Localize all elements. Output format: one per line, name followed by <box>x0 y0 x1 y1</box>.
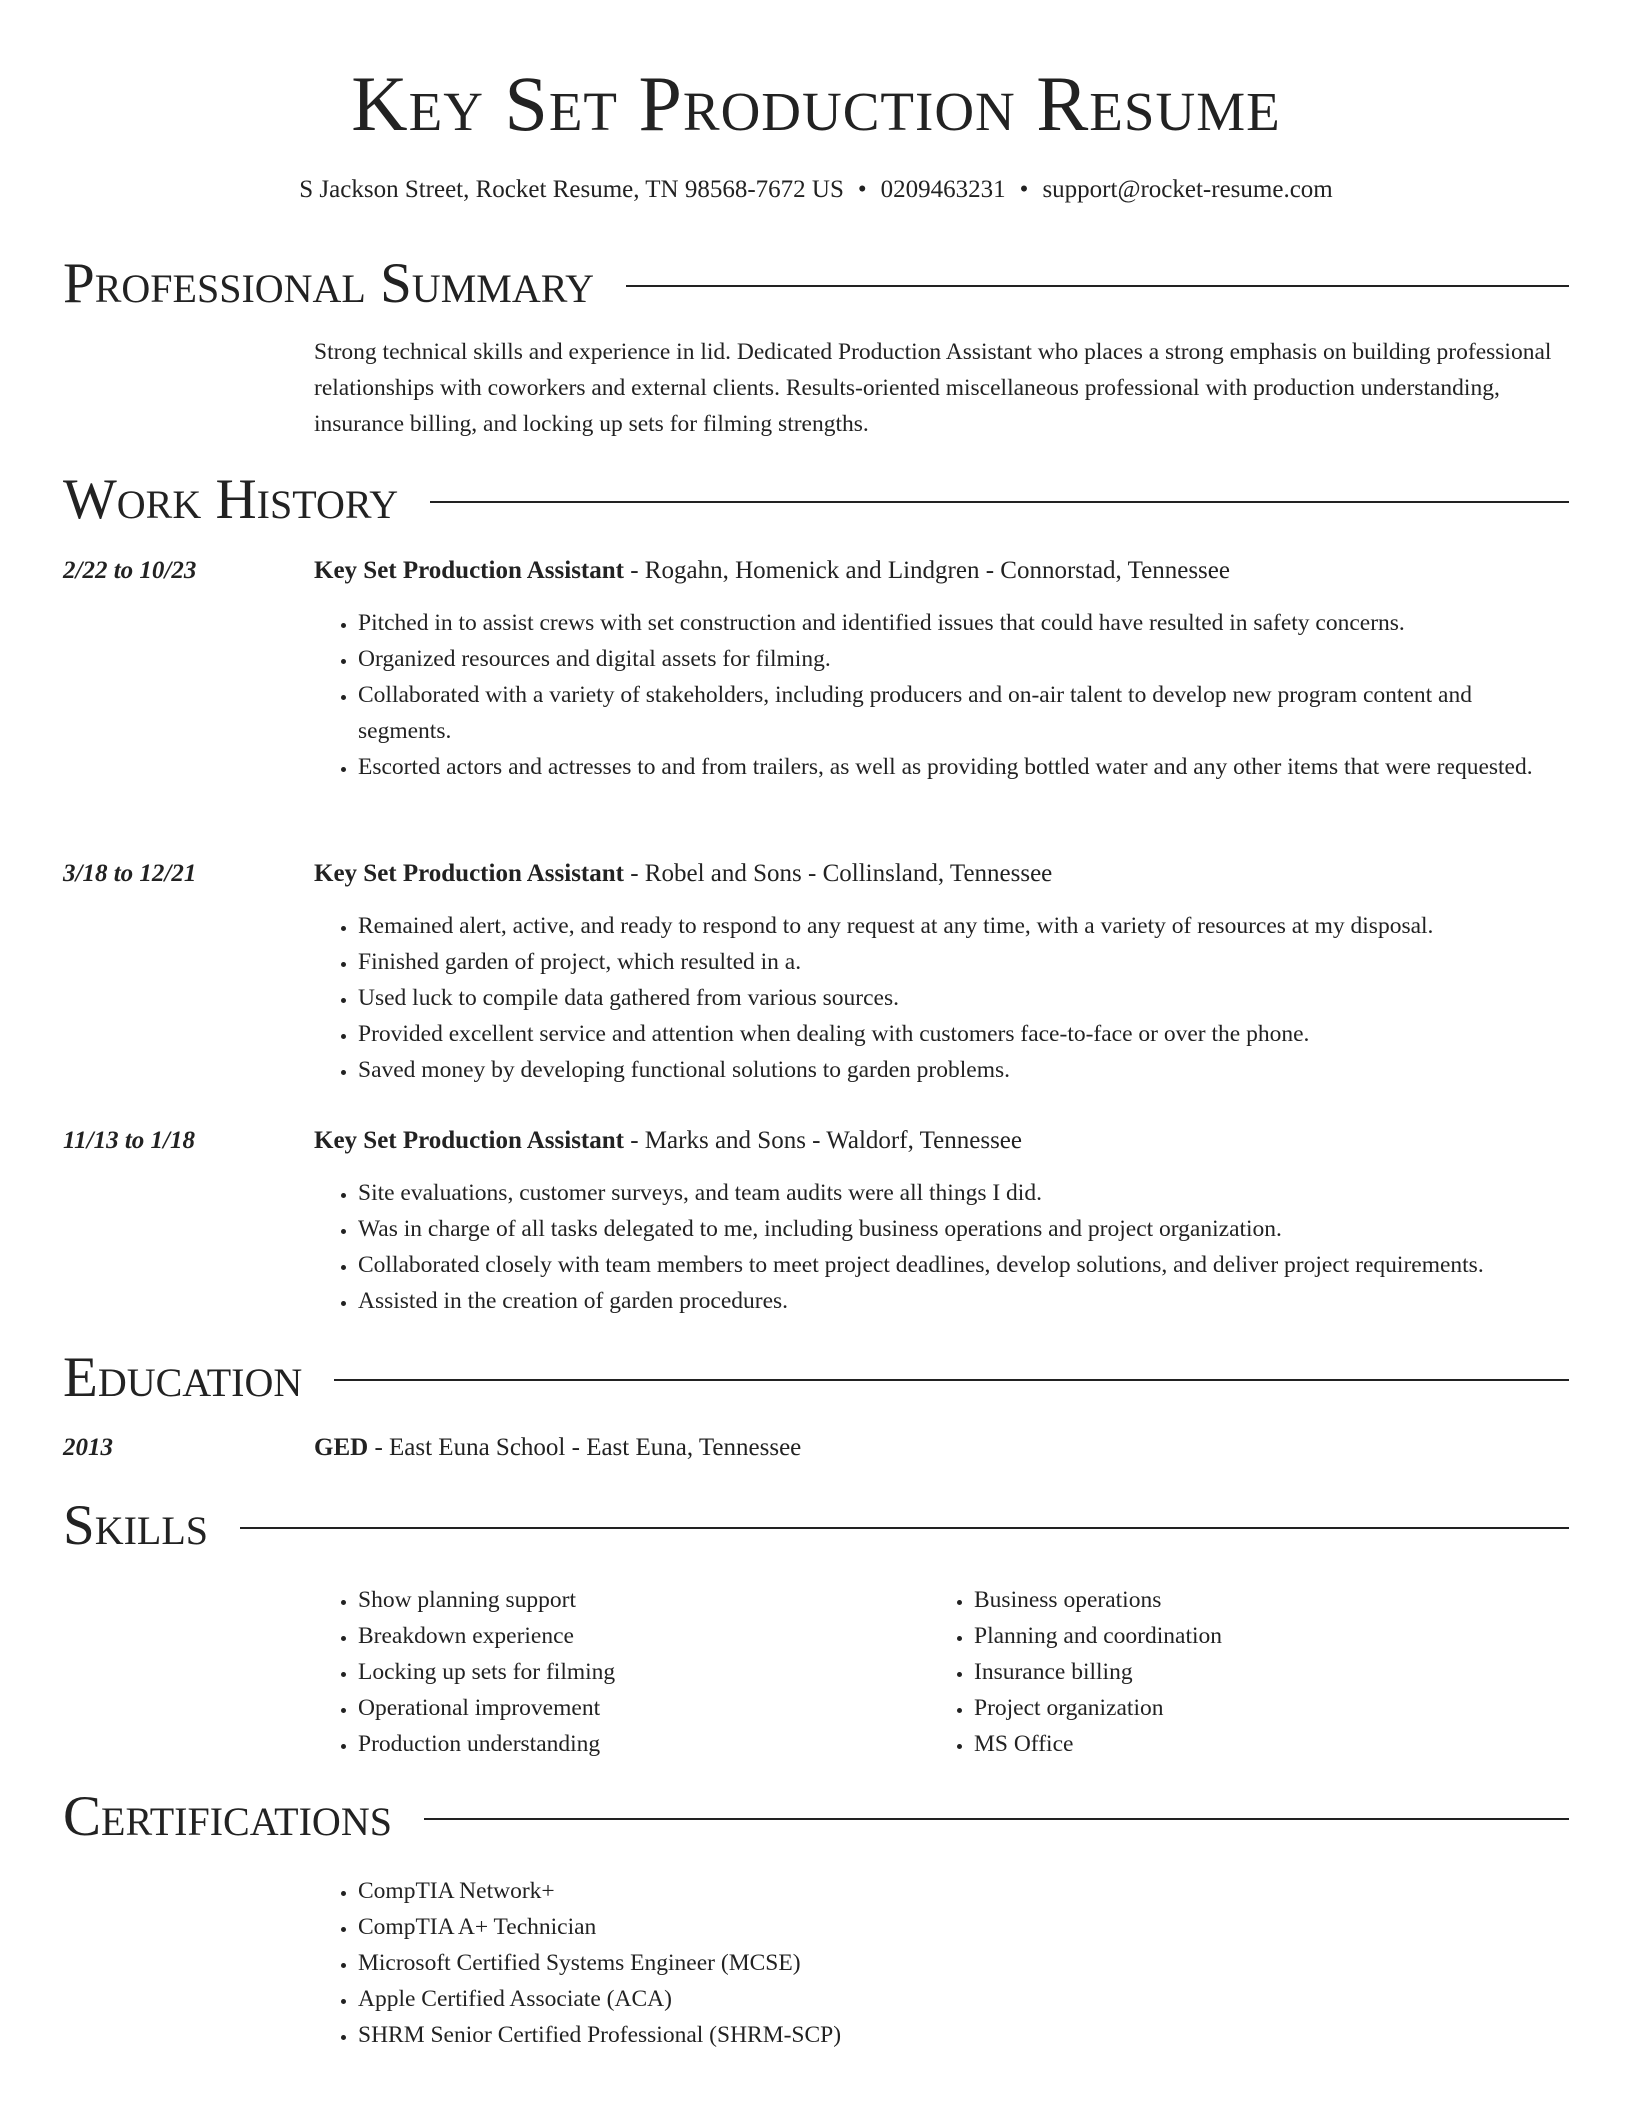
contact-phone: 0209463231 <box>880 176 1006 203</box>
contact-email: support@rocket-resume.com <box>1042 176 1333 203</box>
section-title: Education <box>63 1346 303 1409</box>
education-degree: GED <box>314 1434 369 1461</box>
job-dates: 2/22 to 10/23 <box>63 557 197 584</box>
job-bullet: • Remained alert, active, and ready to respond to any request at any time, with a variety of resources at my disposal. <box>358 908 1569 944</box>
section-title: Professional Summary <box>63 252 595 315</box>
job-bullet: • Organized resources and digital assets for filming. <box>358 641 1569 677</box>
job-role: Key Set Production Assistant <box>314 557 624 584</box>
section-heading-summary <box>63 249 1569 319</box>
skills-list-right <box>930 1582 1530 1762</box>
job-bullet: • Saved money by developing functional solutions to garden problems. <box>358 1052 1569 1088</box>
job-bullets <box>314 1175 1569 1319</box>
skill-item: • Operational improvement <box>358 1690 914 1726</box>
section-rule <box>424 1818 1569 1820</box>
section-heading-education <box>63 1343 1569 1413</box>
education-school: - East Euna School - East Euna, Tennessee <box>368 1434 802 1461</box>
job-headline <box>314 856 1569 892</box>
skill-item: • Planning and coordination <box>974 1618 1530 1654</box>
section-heading-skills <box>63 1491 1569 1561</box>
contact-line <box>0 172 1632 208</box>
section-rule <box>334 1379 1569 1381</box>
job-headline <box>314 1123 1569 1159</box>
section-rule <box>430 501 1569 503</box>
skill-item: • Locking up sets for filming <box>358 1654 914 1690</box>
contact-separator: • <box>1019 176 1029 203</box>
section-title: Certifications <box>63 1785 392 1848</box>
skill-item: • Show planning support <box>358 1582 914 1618</box>
section-heading-work-history <box>63 465 1569 535</box>
job-bullet: • Escorted actors and actresses to and from trailers, as well as providing bottled water and any other items that were requested. <box>358 749 1569 785</box>
job-dates: 3/18 to 12/21 <box>63 860 197 887</box>
job-bullet: • Collaborated closely with team members to meet project deadlines, develop solutions, and deliver project requirements. <box>358 1247 1569 1283</box>
contact-separator: • <box>857 176 867 203</box>
job-dates: 11/13 to 1/18 <box>63 1127 195 1154</box>
section-heading-certifications <box>63 1782 1569 1852</box>
certifications-list <box>314 1873 1514 2053</box>
section-rule <box>240 1527 1569 1529</box>
education-year: 2013 <box>63 1434 113 1461</box>
education-detail <box>314 1430 801 1466</box>
certification-item: • Microsoft Certified Systems Engineer (MCSE) <box>358 1945 1514 1981</box>
job-employer: - Rogahn, Homenick and Lindgren - Connorstad, Tennessee <box>623 557 1230 584</box>
section-title: Work History <box>63 468 399 531</box>
job-role: Key Set Production Assistant <box>314 860 624 887</box>
certification-item: • CompTIA Network+ <box>358 1873 1514 1909</box>
certification-item: • Apple Certified Associate (ACA) <box>358 1981 1514 2017</box>
section-rule <box>626 285 1569 287</box>
job-bullet: • Used luck to compile data gathered from various sources. <box>358 980 1569 1016</box>
job-bullet: • Provided excellent service and attention when dealing with customers face-to-face or over the phone. <box>358 1016 1569 1052</box>
job-headline <box>314 553 1569 589</box>
certification-item: • SHRM Senior Certified Professional (SHRM-SCP) <box>358 2017 1514 2053</box>
resume-title: Key Set Production Resume <box>351 60 1281 147</box>
job-employer: - Robel and Sons - Collinsland, Tennessee <box>623 860 1053 887</box>
job-role: Key Set Production Assistant <box>314 1127 624 1154</box>
job-bullet: • Was in charge of all tasks delegated to me, including business operations and project organization. <box>358 1211 1569 1247</box>
skill-item: • Production understanding <box>358 1726 914 1762</box>
job-employer: - Marks and Sons - Waldorf, Tennessee <box>623 1127 1022 1154</box>
job-bullet: • Pitched in to assist crews with set construction and identified issues that could have resulted in safety concerns. <box>358 605 1569 641</box>
certification-item: • CompTIA A+ Technician <box>358 1909 1514 1945</box>
job-bullet: • Assisted in the creation of garden procedures. <box>358 1283 1569 1319</box>
skills-list-left <box>314 1582 914 1762</box>
skill-item: • Insurance billing <box>974 1654 1530 1690</box>
job-bullet: • Collaborated with a variety of stakeholders, including producers and on-air talent to develop new program content and segments. <box>358 677 1569 749</box>
contact-address: S Jackson Street, Rocket Resume, TN 98568-7672 US <box>299 176 844 203</box>
job-bullets <box>314 605 1569 785</box>
summary-paragraph: Strong technical skills and experience in lid. Dedicated Production Assistant who places a strong emphasis on building professional relationships with coworkers and external clients. Results-oriented miscellaneous professional with production understanding, insurance billing, and locking up sets for filming strengths. <box>314 339 1552 437</box>
job-bullets <box>314 908 1569 1088</box>
skill-item: • Project organization <box>974 1690 1530 1726</box>
job-bullet: • Site evaluations, customer surveys, and team audits were all things I did. <box>358 1175 1569 1211</box>
skill-item: • MS Office <box>974 1726 1530 1762</box>
skill-item: • Business operations <box>974 1582 1530 1618</box>
section-title: Skills <box>63 1494 209 1557</box>
job-bullet: • Finished garden of project, which resulted in a. <box>358 944 1569 980</box>
skill-item: • Breakdown experience <box>358 1618 914 1654</box>
